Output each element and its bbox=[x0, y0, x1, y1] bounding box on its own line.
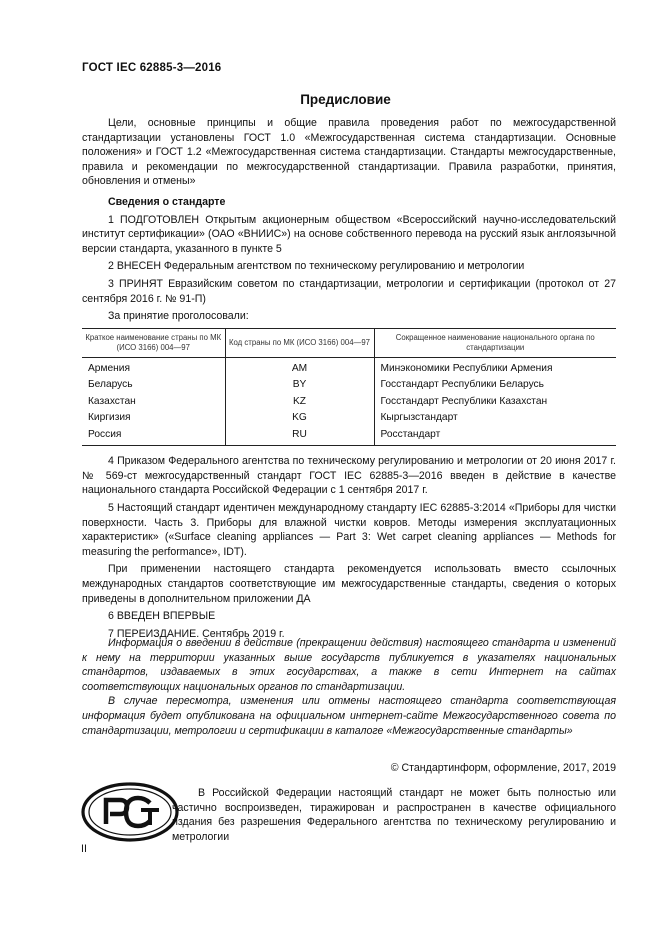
info-block bbox=[82, 636, 616, 738]
table-row bbox=[82, 357, 616, 377]
item-1: 1 ПОДГОТОВЛЕН Открытым акционерным обществом «Всероссийский научно-исследовательский институт сертификации» (ОАО «ВНИИС») на основе собственного перевода на русский язык англоязычной версии стандарта, указанного в пункте 5 bbox=[82, 213, 616, 255]
item-4: 4 Приказом Федерального агентства по техническому регулированию и метрологии от 20 июня 2017 г. № 569-ст межгосударственный стандарт ГОСТ IEC 62885-3—2016 введен в действие в качестве национального стандарта Российской Федерации с 1 сентября 2017 г. bbox=[82, 455, 616, 497]
table-row bbox=[82, 394, 616, 411]
country-cell: Армения bbox=[88, 362, 130, 374]
body-cell: Росстандарт bbox=[374, 427, 616, 446]
body-cell: Кыргызстандарт bbox=[374, 410, 616, 427]
table-row bbox=[82, 410, 616, 427]
table-row bbox=[82, 377, 616, 394]
table-header: Краткое наименование страны по МК (ИСО 3166) 004—97 bbox=[82, 328, 225, 357]
item-2: 2 ВНЕСЕН Федеральным агентством по техническому регулированию и метрологии bbox=[108, 260, 525, 273]
table-header: Код страны по МК (ИСО 3166) 004—97 bbox=[225, 328, 374, 357]
code-cell: RU bbox=[225, 427, 374, 446]
reproduction-notice bbox=[172, 786, 616, 844]
body-cell: Госстандарт Республики Беларусь bbox=[374, 377, 616, 394]
body-cell: Минэкономики Республики Армения bbox=[374, 357, 616, 377]
table-header-row bbox=[82, 328, 616, 357]
code-cell: BY bbox=[225, 377, 374, 394]
body-cell: Госстандарт Республики Казахстан bbox=[374, 394, 616, 411]
table-header: Сокращенное наименование национального органа по стандартизации bbox=[374, 328, 616, 357]
info-paragraph-2: В случае пересмотра, изменения или отмены настоящего стандарта соответствующая информация будет опубликована на официальном интернет-сайте Межгосударственного совета по стандартизации, метрологии и сертификации в каталоге «Межгосударственные стандарты» bbox=[82, 695, 616, 737]
item-5: 5 Настоящий стандарт идентичен международному стандарту IEC 62885-3:2014 «Приборы для чистки поверхности. Часть 3. Приборы для влажной чистки ковров. Методы измерения эксплуатационных характеристик» («Surface cleaning appliances — Part 3: Wet carpet cleaning appliances — Methods for measuring the performance», IDT). bbox=[82, 502, 616, 558]
item-7: 7 ПЕРЕИЗДАНИЕ. Сентябрь 2019 г. bbox=[108, 627, 285, 640]
table-row bbox=[82, 427, 616, 446]
item-3: 3 ПРИНЯТ Евразийским советом по стандартизации, метрологии и сертификации (протокол от 27 сентября 2016 г. № 91-П) bbox=[82, 277, 616, 305]
section-title: Сведения о стандарте bbox=[108, 195, 226, 208]
code-cell: AM bbox=[225, 357, 374, 377]
vote-intro: За принятие проголосовали: bbox=[108, 310, 249, 323]
foreword-body bbox=[82, 116, 616, 644]
notice-text: В Российской Федерации настоящий стандарт не может быть полностью или частично воспроизведен, тиражирован и распространен в качестве официального издания без разрешения Федерального агентства по техническому регулированию и метрологии bbox=[172, 787, 616, 843]
page-number: II bbox=[81, 843, 87, 855]
intro-paragraph: Цели, основные принципы и общие правила проведения работ по межгосударственной стандартизации установлены ГОСТ 1.0 «Межгосударственная система стандартизации. Основные положения» и ГОСТ 1.2 «Межгосударственная система стандартизации. Стандарты межгосударственные, правила и рекомендации по межгосударственной стандартизации. Правила разработки, принятия, обновления и отмены» bbox=[82, 117, 616, 188]
references-paragraph: При применении настоящего стандарта рекомендуется использовать вместо ссылочных международных стандартов соответствующие им межгосударственные стандарты, сведения о которых приведены в дополнительном приложении ДА bbox=[82, 563, 616, 605]
copyright-line: © Стандартинформ, оформление, 2017, 2019 bbox=[390, 762, 616, 774]
doc-code-header: ГОСТ IEC 62885-3—2016 bbox=[82, 62, 222, 74]
item-6: 6 ВВЕДЕН ВПЕРВЫЕ bbox=[108, 610, 216, 623]
country-cell: Россия bbox=[82, 427, 225, 446]
info-paragraph-1: Информация о введении в действие (прекращении действия) настоящего стандарта и изменений к нему на территории указанных выше государств публикуется в указателях национальных стандартов, издаваемых в этих государствах, а также в сети Интернет на сайтах соответствующих национальных органов по стандартизации. bbox=[82, 637, 616, 693]
rst-certification-mark-icon bbox=[80, 781, 182, 843]
country-cell: Казахстан bbox=[88, 395, 136, 407]
country-cell: Киргизия bbox=[88, 412, 131, 424]
page-title: Предисловие bbox=[300, 92, 391, 107]
voting-table bbox=[82, 328, 616, 447]
code-cell: KZ bbox=[225, 394, 374, 411]
country-cell: Беларусь bbox=[88, 379, 133, 391]
code-cell: KG bbox=[225, 410, 374, 427]
